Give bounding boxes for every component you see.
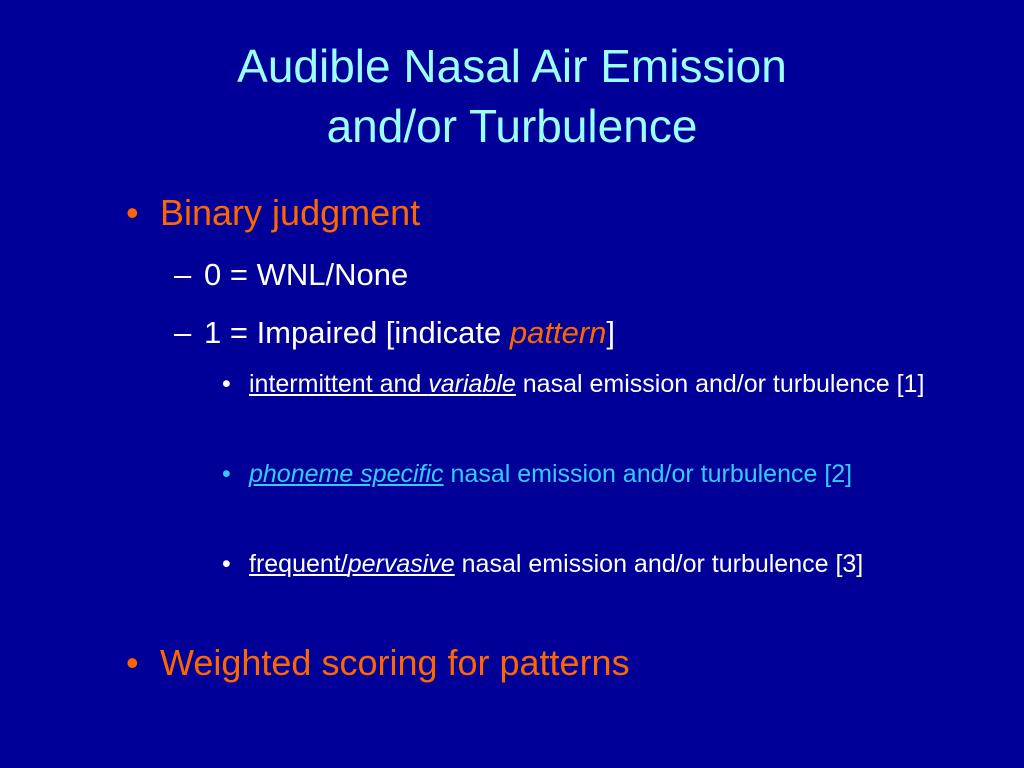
impaired-prefix: 1 = Impaired [indicate <box>204 315 510 350</box>
dash-marker: – <box>174 257 192 292</box>
pattern-item-1 <box>222 363 979 406</box>
bullet-marker: • <box>222 460 231 488</box>
pattern-keyword-plain: frequent/ <box>249 550 348 578</box>
bullet-binary-judgment <box>126 191 420 235</box>
bullet-weighted-scoring <box>126 641 630 685</box>
impaired-suffix: ] <box>606 315 616 350</box>
sub-bullet-text <box>204 313 615 353</box>
pattern-text <box>249 453 979 496</box>
pattern-description: nasal emission and/or turbulence [2] <box>443 460 853 488</box>
sub-bullet-wnl <box>174 255 408 295</box>
title-line-1: Audible Nasal Air Emission <box>237 40 787 92</box>
pattern-description: nasal emission and/or turbulence [1] <box>515 370 925 398</box>
pattern-item-2 <box>222 453 979 496</box>
pattern-description: nasal emission and/or turbulence [3] <box>454 550 864 578</box>
impaired-emphasis: pattern <box>509 315 607 350</box>
dash-marker: – <box>174 315 192 350</box>
pattern-keyword <box>249 550 455 578</box>
pattern-keyword <box>249 370 516 398</box>
pattern-keyword-italic: variable <box>428 370 516 398</box>
bullet-marker: • <box>126 642 139 683</box>
pattern-keyword-italic: pervasive <box>347 550 455 578</box>
pattern-text <box>249 363 979 406</box>
bullet-marker: • <box>222 550 231 578</box>
pattern-item-3 <box>222 543 979 586</box>
pattern-keyword: phoneme specific <box>249 460 444 488</box>
bullet-marker: • <box>126 192 139 233</box>
bullet-text: Binary judgment <box>160 192 421 233</box>
pattern-text <box>249 543 979 586</box>
sub-bullet-text: 0 = WNL/None <box>204 257 409 292</box>
sub-bullet-impaired <box>174 313 615 353</box>
pattern-keyword-plain: intermittent and <box>249 370 429 398</box>
slide-title <box>0 36 1024 156</box>
bullet-text: Weighted scoring for patterns <box>160 642 630 683</box>
bullet-marker: • <box>222 370 231 398</box>
title-line-2: and/or Turbulence <box>326 100 698 152</box>
